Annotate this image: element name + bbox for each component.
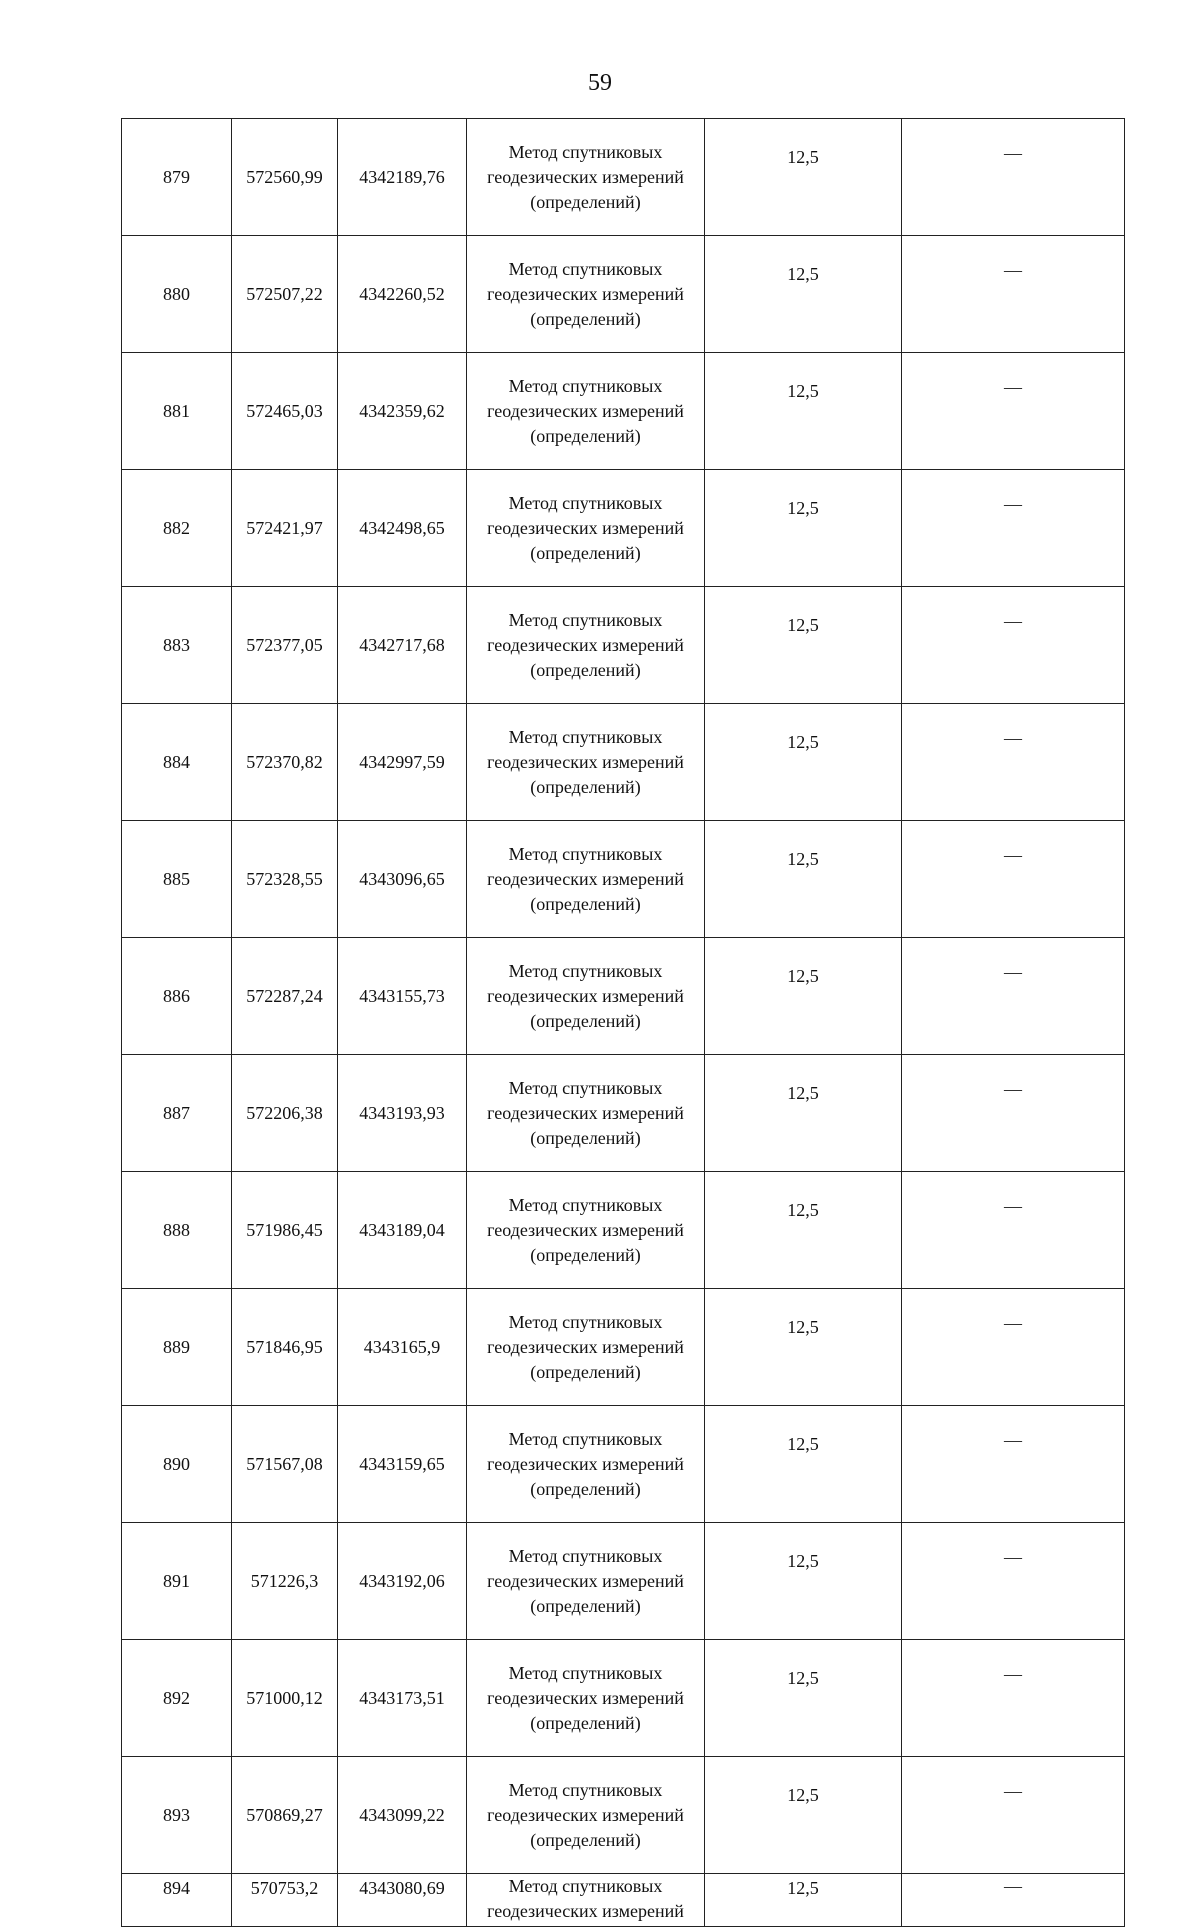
accuracy-cell: 12,5 bbox=[705, 1874, 902, 1927]
method-line: (определений) bbox=[530, 425, 641, 446]
method-cell bbox=[467, 1874, 705, 1927]
coordinates-table bbox=[121, 118, 1125, 1927]
y-coordinate-cell: 4342359,62 bbox=[338, 353, 467, 470]
y-coordinate-cell: 4342189,76 bbox=[338, 119, 467, 236]
method-line: (определений) bbox=[530, 1244, 641, 1265]
method-line: Метод спутниковых bbox=[508, 1545, 663, 1566]
x-coordinate-cell: 571567,08 bbox=[232, 1406, 338, 1523]
method-line: Метод спутниковых bbox=[508, 1077, 663, 1098]
note-dash: — bbox=[1004, 1079, 1022, 1099]
method-cell bbox=[467, 704, 705, 821]
accuracy-cell: 12,5 bbox=[705, 470, 902, 587]
method-cell bbox=[467, 938, 705, 1055]
accuracy-cell: 12,5 bbox=[705, 1523, 902, 1640]
note-dash: — bbox=[1004, 260, 1022, 280]
note-cell bbox=[902, 1523, 1125, 1640]
method-line: (определений) bbox=[530, 1127, 641, 1148]
point-number-cell: 879 bbox=[122, 119, 232, 236]
y-coordinate-cell: 4342260,52 bbox=[338, 236, 467, 353]
point-number-cell: 894 bbox=[122, 1874, 232, 1927]
note-cell bbox=[902, 1757, 1125, 1874]
point-number-cell: 890 bbox=[122, 1406, 232, 1523]
method-line: (определений) bbox=[530, 1595, 641, 1616]
x-coordinate-cell: 572465,03 bbox=[232, 353, 338, 470]
table-row bbox=[122, 1757, 1125, 1874]
method-line: геодезических измерений bbox=[487, 634, 684, 655]
accuracy-cell: 12,5 bbox=[705, 119, 902, 236]
x-coordinate-cell: 571000,12 bbox=[232, 1640, 338, 1757]
y-coordinate-cell: 4343165,9 bbox=[338, 1289, 467, 1406]
accuracy-cell: 12,5 bbox=[705, 938, 902, 1055]
table-row bbox=[122, 821, 1125, 938]
method-cell bbox=[467, 236, 705, 353]
table-row bbox=[122, 1406, 1125, 1523]
x-coordinate-cell: 572287,24 bbox=[232, 938, 338, 1055]
accuracy-cell: 12,5 bbox=[705, 1289, 902, 1406]
accuracy-cell: 12,5 bbox=[705, 1640, 902, 1757]
table-row bbox=[122, 938, 1125, 1055]
method-line: Метод спутниковых bbox=[508, 726, 663, 747]
accuracy-cell: 12,5 bbox=[705, 587, 902, 704]
note-dash: — bbox=[1004, 1781, 1022, 1801]
method-line: геодезических измерений bbox=[487, 751, 684, 772]
method-line: Метод спутниковых bbox=[508, 258, 663, 279]
method-cell bbox=[467, 119, 705, 236]
method-line: геодезических измерений bbox=[487, 1102, 684, 1123]
table-row bbox=[122, 1640, 1125, 1757]
method-line: (определений) bbox=[530, 1829, 641, 1850]
note-cell bbox=[902, 587, 1125, 704]
note-dash: — bbox=[1004, 962, 1022, 982]
table-body bbox=[122, 119, 1125, 1927]
table-row bbox=[122, 587, 1125, 704]
y-coordinate-cell: 4343189,04 bbox=[338, 1172, 467, 1289]
point-number-cell: 882 bbox=[122, 470, 232, 587]
method-cell bbox=[467, 1289, 705, 1406]
x-coordinate-cell: 572328,55 bbox=[232, 821, 338, 938]
table-row bbox=[122, 1874, 1125, 1927]
note-dash: — bbox=[1004, 1313, 1022, 1333]
x-coordinate-cell: 572507,22 bbox=[232, 236, 338, 353]
y-coordinate-cell: 4343096,65 bbox=[338, 821, 467, 938]
note-dash: — bbox=[1004, 377, 1022, 397]
y-coordinate-cell: 4343159,65 bbox=[338, 1406, 467, 1523]
method-cell bbox=[467, 1172, 705, 1289]
y-coordinate-cell: 4342498,65 bbox=[338, 470, 467, 587]
y-coordinate-cell: 4343173,51 bbox=[338, 1640, 467, 1757]
method-line: геодезических измерений bbox=[487, 400, 684, 421]
accuracy-cell: 12,5 bbox=[705, 704, 902, 821]
point-number-cell: 888 bbox=[122, 1172, 232, 1289]
y-coordinate-cell: 4342717,68 bbox=[338, 587, 467, 704]
note-cell bbox=[902, 236, 1125, 353]
table-row bbox=[122, 470, 1125, 587]
method-cell bbox=[467, 1757, 705, 1874]
note-cell bbox=[902, 1406, 1125, 1523]
method-line: (определений) bbox=[530, 1478, 641, 1499]
point-number-cell: 885 bbox=[122, 821, 232, 938]
accuracy-cell: 12,5 bbox=[705, 236, 902, 353]
method-cell bbox=[467, 1640, 705, 1757]
table-row bbox=[122, 1055, 1125, 1172]
note-dash: — bbox=[1004, 494, 1022, 514]
note-cell bbox=[902, 704, 1125, 821]
method-line: Метод спутниковых bbox=[508, 1428, 663, 1449]
y-coordinate-cell: 4343099,22 bbox=[338, 1757, 467, 1874]
point-number-cell: 887 bbox=[122, 1055, 232, 1172]
note-cell bbox=[902, 821, 1125, 938]
table-row bbox=[122, 119, 1125, 236]
note-cell bbox=[902, 119, 1125, 236]
method-line: (определений) bbox=[530, 893, 641, 914]
coordinates-table-container bbox=[121, 118, 1124, 1927]
x-coordinate-cell: 572421,97 bbox=[232, 470, 338, 587]
method-cell bbox=[467, 470, 705, 587]
x-coordinate-cell: 571986,45 bbox=[232, 1172, 338, 1289]
note-dash: — bbox=[1004, 611, 1022, 631]
method-line: (определений) bbox=[530, 542, 641, 563]
x-coordinate-cell: 570869,27 bbox=[232, 1757, 338, 1874]
note-dash: — bbox=[1004, 1664, 1022, 1684]
method-line: (определений) bbox=[530, 191, 641, 212]
x-coordinate-cell: 571846,95 bbox=[232, 1289, 338, 1406]
method-line: Метод спутниковых bbox=[508, 960, 663, 981]
point-number-cell: 893 bbox=[122, 1757, 232, 1874]
point-number-cell: 881 bbox=[122, 353, 232, 470]
table-row bbox=[122, 704, 1125, 821]
accuracy-cell: 12,5 bbox=[705, 353, 902, 470]
accuracy-cell: 12,5 bbox=[705, 821, 902, 938]
point-number-cell: 884 bbox=[122, 704, 232, 821]
y-coordinate-cell: 4343193,93 bbox=[338, 1055, 467, 1172]
method-line: Метод спутниковых bbox=[508, 375, 663, 396]
table-row bbox=[122, 236, 1125, 353]
note-dash: — bbox=[1004, 1876, 1022, 1896]
note-cell bbox=[902, 1874, 1125, 1927]
point-number-cell: 883 bbox=[122, 587, 232, 704]
table-row bbox=[122, 1523, 1125, 1640]
method-line: (определений) bbox=[530, 1010, 641, 1031]
y-coordinate-cell: 4343080,69 bbox=[338, 1874, 467, 1927]
accuracy-cell: 12,5 bbox=[705, 1172, 902, 1289]
table-row bbox=[122, 1289, 1125, 1406]
method-line: Метод спутниковых bbox=[508, 1311, 663, 1332]
method-line: геодезических измерений bbox=[487, 1901, 684, 1921]
method-line: (определений) bbox=[530, 1361, 641, 1382]
x-coordinate-cell: 570753,2 bbox=[232, 1874, 338, 1927]
method-line: Метод спутниковых bbox=[508, 1779, 663, 1800]
x-coordinate-cell: 572370,82 bbox=[232, 704, 338, 821]
accuracy-cell: 12,5 bbox=[705, 1757, 902, 1874]
point-number-cell: 889 bbox=[122, 1289, 232, 1406]
point-number-cell: 880 bbox=[122, 236, 232, 353]
method-line: геодезических измерений bbox=[487, 1336, 684, 1357]
note-cell bbox=[902, 1640, 1125, 1757]
method-line: геодезических измерений bbox=[487, 868, 684, 889]
note-cell bbox=[902, 470, 1125, 587]
x-coordinate-cell: 572206,38 bbox=[232, 1055, 338, 1172]
note-cell bbox=[902, 1172, 1125, 1289]
method-line: геодезических измерений bbox=[487, 985, 684, 1006]
method-line: (определений) bbox=[530, 659, 641, 680]
table-row bbox=[122, 353, 1125, 470]
method-line: Метод спутниковых bbox=[508, 843, 663, 864]
method-line: (определений) bbox=[530, 776, 641, 797]
accuracy-cell: 12,5 bbox=[705, 1406, 902, 1523]
note-dash: — bbox=[1004, 728, 1022, 748]
method-line: Метод спутниковых bbox=[508, 609, 663, 630]
note-cell bbox=[902, 353, 1125, 470]
note-dash: — bbox=[1004, 845, 1022, 865]
method-cell bbox=[467, 1055, 705, 1172]
x-coordinate-cell: 571226,3 bbox=[232, 1523, 338, 1640]
method-line: геодезических измерений bbox=[487, 166, 684, 187]
x-coordinate-cell: 572377,05 bbox=[232, 587, 338, 704]
note-dash: — bbox=[1004, 1547, 1022, 1567]
method-cell bbox=[467, 353, 705, 470]
method-line: геодезических измерений bbox=[487, 1687, 684, 1708]
method-line: геодезических измерений bbox=[487, 1570, 684, 1591]
method-cell bbox=[467, 1523, 705, 1640]
method-line: (определений) bbox=[530, 308, 641, 329]
point-number-cell: 892 bbox=[122, 1640, 232, 1757]
page-number: 59 bbox=[588, 70, 612, 96]
point-number-cell: 886 bbox=[122, 938, 232, 1055]
method-line: геодезических измерений bbox=[487, 1804, 684, 1825]
method-cell bbox=[467, 1406, 705, 1523]
method-cell bbox=[467, 821, 705, 938]
method-line: Метод спутниковых bbox=[508, 1662, 663, 1683]
method-line: геодезических измерений bbox=[487, 283, 684, 304]
method-line: Метод спутниковых bbox=[508, 1194, 663, 1215]
note-cell bbox=[902, 1289, 1125, 1406]
x-coordinate-cell: 572560,99 bbox=[232, 119, 338, 236]
method-line: геодезических измерений bbox=[487, 1219, 684, 1240]
note-dash: — bbox=[1004, 143, 1022, 163]
method-line: (определений) bbox=[530, 1712, 641, 1733]
accuracy-cell: 12,5 bbox=[705, 1055, 902, 1172]
note-cell bbox=[902, 938, 1125, 1055]
method-line: Метод спутниковых bbox=[508, 141, 663, 162]
method-line: геодезических измерений bbox=[487, 1453, 684, 1474]
note-cell bbox=[902, 1055, 1125, 1172]
point-number-cell: 891 bbox=[122, 1523, 232, 1640]
method-line: геодезических измерений bbox=[487, 517, 684, 538]
y-coordinate-cell: 4342997,59 bbox=[338, 704, 467, 821]
method-line: Метод спутниковых bbox=[508, 1876, 663, 1896]
method-cell bbox=[467, 587, 705, 704]
method-line: Метод спутниковых bbox=[508, 492, 663, 513]
y-coordinate-cell: 4343155,73 bbox=[338, 938, 467, 1055]
note-dash: — bbox=[1004, 1430, 1022, 1450]
note-dash: — bbox=[1004, 1196, 1022, 1216]
table-row bbox=[122, 1172, 1125, 1289]
y-coordinate-cell: 4343192,06 bbox=[338, 1523, 467, 1640]
